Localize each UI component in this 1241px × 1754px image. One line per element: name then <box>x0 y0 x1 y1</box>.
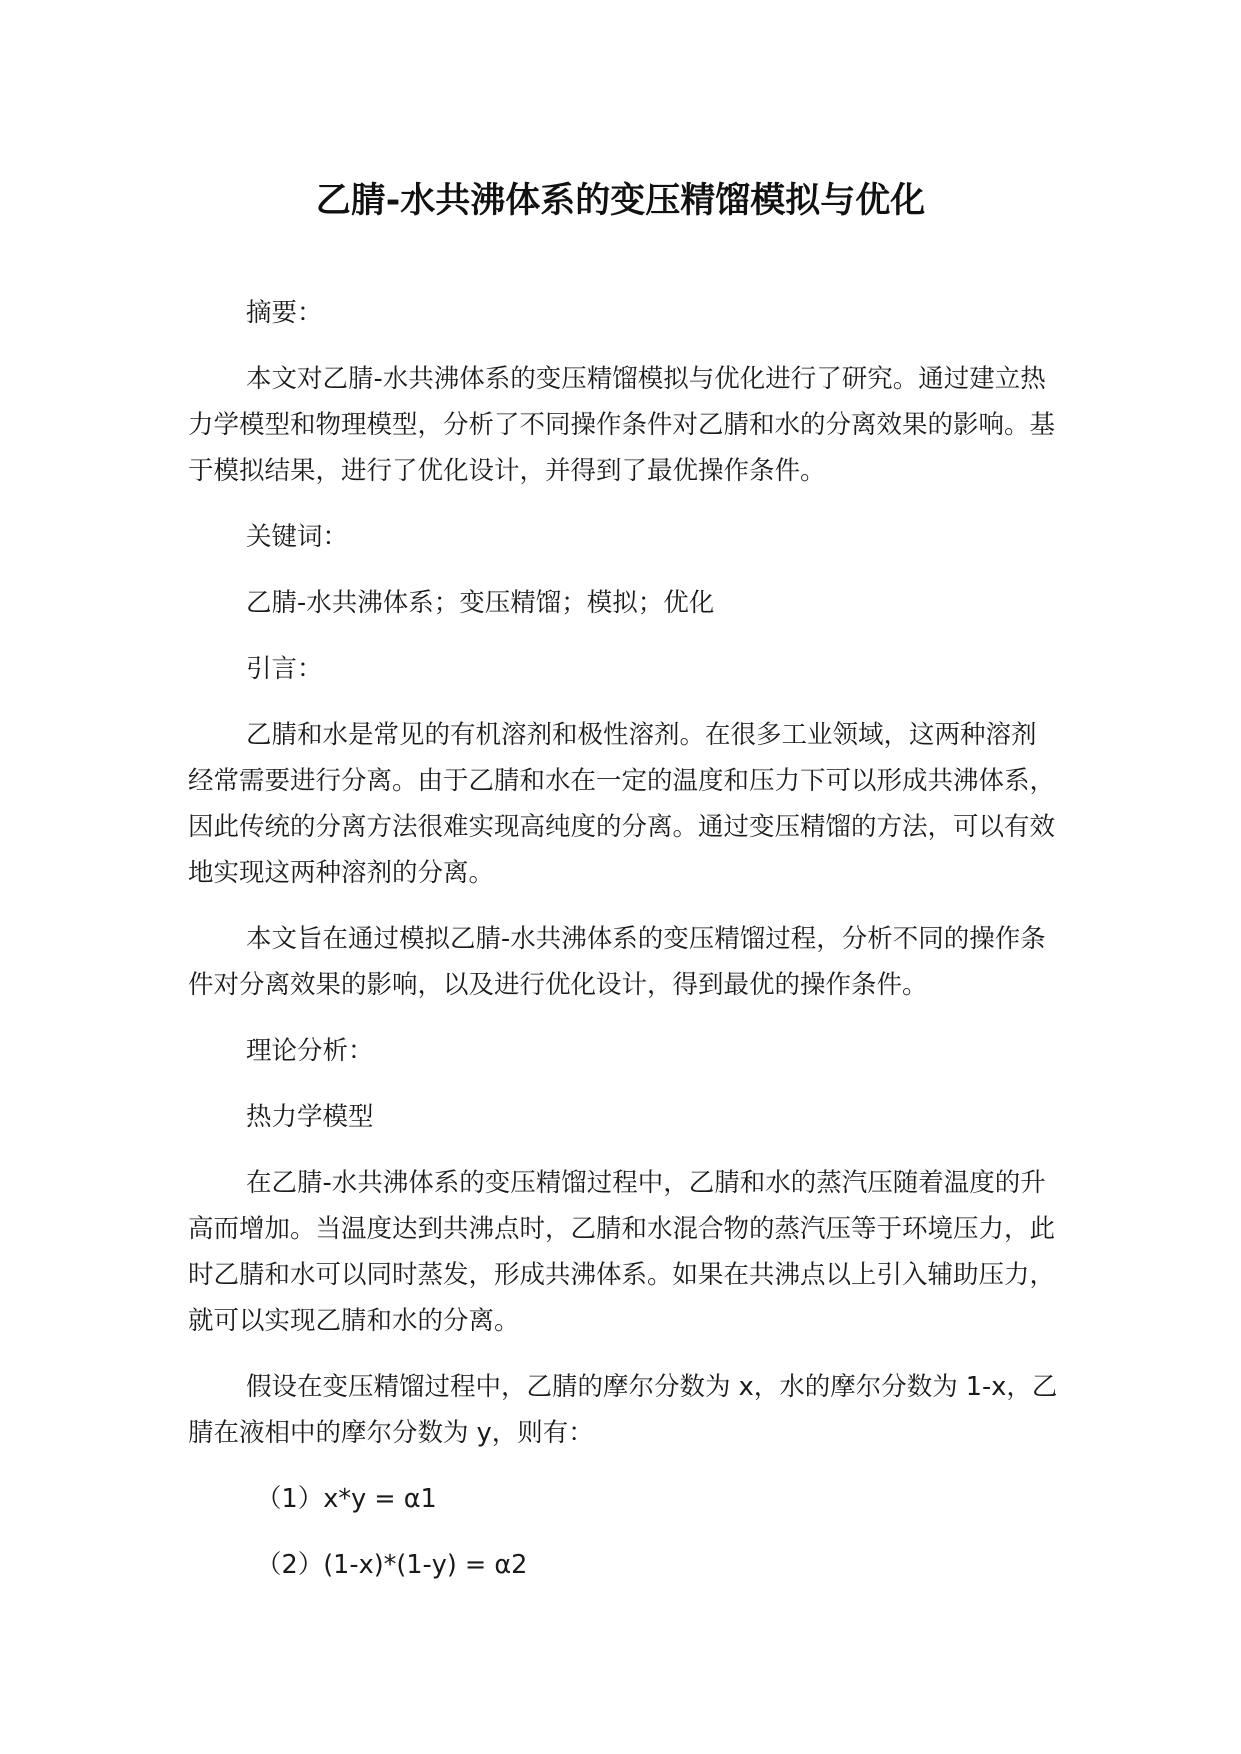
thermo-paragraph-2: 假设在变压精馏过程中，乙腈的摩尔分数为 x，水的摩尔分数为 1-x，乙腈在液相中的摩尔分数为 y，则有： <box>188 1372 1058 1448</box>
theory-heading: 理论分析： <box>246 1036 374 1066</box>
intro-heading: 引言： <box>246 654 323 684</box>
abstract-paragraph: 本文对乙腈-水共沸体系的变压精馏模拟与优化进行了研究。通过建立热力学模型和物理模型，分析了不同操作条件对乙腈和水的分离效果的影响。基于模拟结果，进行了优化设计，并得到了最优操作条件。 <box>188 364 1056 486</box>
keywords-paragraph: 乙腈-水共沸体系；变压精馏；模拟；优化 <box>246 588 715 618</box>
thermo-subheading: 热力学模型 <box>246 1102 374 1132</box>
abstract-heading: 摘要： <box>246 298 323 328</box>
intro-paragraph-2: 本文旨在通过模拟乙腈-水共沸体系的变压精馏过程，分析不同的操作条件对分离效果的影响，以及进行优化设计，得到最优的操作条件。 <box>188 924 1046 1000</box>
document-body <box>188 290 1058 1608</box>
intro-paragraph-1: 乙腈和水是常见的有机溶剂和极性溶剂。在很多工业领域，这两种溶剂经常需要进行分离。由于乙腈和水在一定的温度和压力下可以形成共沸体系，因此传统的分离方法很难实现高纯度的分离。通过变压精馏的方法，可以有效地实现这两种溶剂的分离。 <box>188 720 1056 888</box>
keywords-heading: 关键词： <box>246 522 349 552</box>
equation-1: （1）x*y = α1 <box>256 1484 437 1514</box>
equation-2: （2）(1-x)*(1-y) = α2 <box>256 1550 528 1580</box>
thermo-paragraph-1: 在乙腈-水共沸体系的变压精馏过程中，乙腈和水的蒸汽压随着温度的升高而增加。当温度达到共沸点时，乙腈和水混合物的蒸汽压等于环境压力，此时乙腈和水可以同时蒸发，形成共沸体系。如果在共沸点以上引入辅助压力，就可以实现乙腈和水的分离。 <box>188 1168 1056 1336</box>
document-title: 乙腈-水共沸体系的变压精馏模拟与优化 <box>315 181 926 221</box>
